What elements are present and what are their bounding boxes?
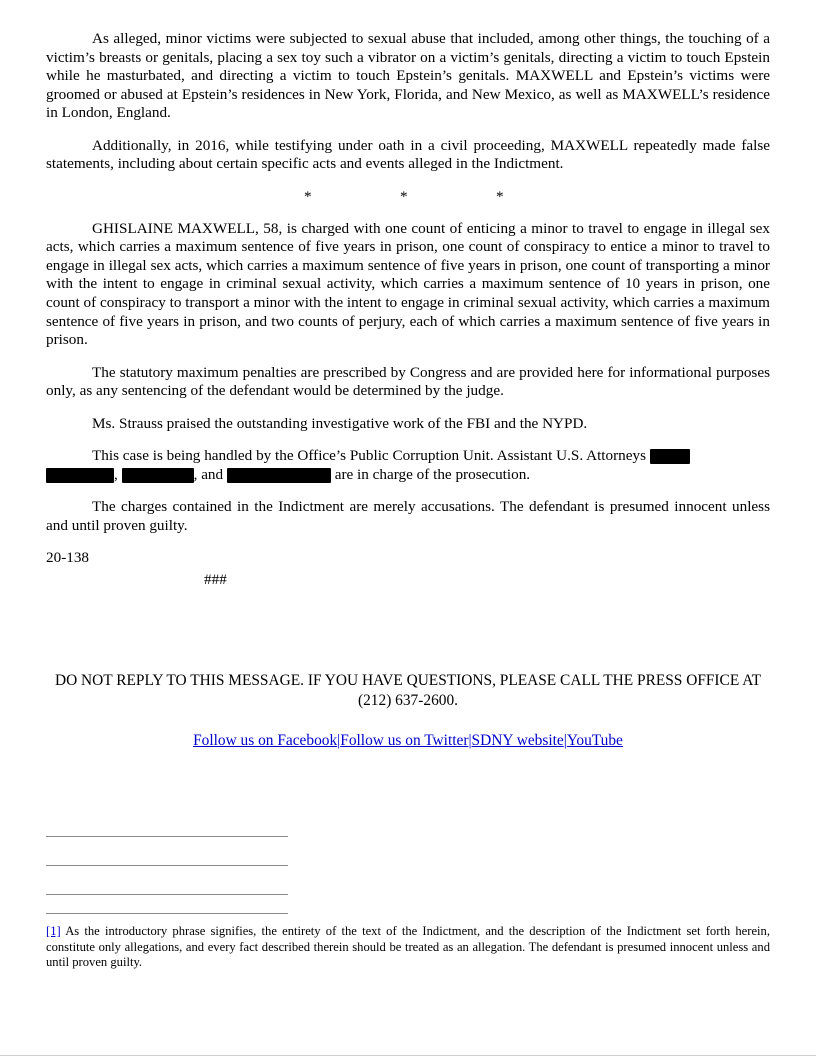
prosecution-tail: are in charge of the prosecution. [334,465,531,483]
prosecution-comma: , [114,465,118,483]
signature-rules [46,808,770,895]
redaction-block-1 [650,449,690,464]
paragraph-allegations: As alleged, minor victims were subjected to sexual abuse that included, among other things, the touching of a victim’s breasts or genitals, placing a sex toy such a vibrator on a victim’s genitals, directing a victim to touch Epstein while he masturbated, and directing a victim to touch Epstein’s genitals. MAXWELL and Epstein’s victims were groomed or abused at Epstein’s residences in New York, Florida, and New Mexico, as well as MAXWELL’s residence in London, England. [46,30,770,122]
star-2: * [400,187,408,205]
paragraph-prosecution [46,447,770,484]
rule-line-1 [46,808,288,837]
link-twitter[interactable]: Follow us on Twitter [340,731,469,749]
link-facebook[interactable]: Follow us on Facebook [193,731,338,749]
redaction-block-4 [227,468,331,483]
prosecution-and: , and [193,465,224,483]
link-youtube[interactable]: YouTube [566,731,623,749]
paragraph-charges: GHISLAINE MAXWELL, 58, is charged with one count of enticing a minor to travel to engage in illegal sex acts, which carries a maximum sentence of five years in prison, one count of conspiracy to entice a minor to travel to engage in illegal sex acts, which carries a maximum sentence of five years in prison, one count of transporting a minor with the intent to engage in criminal sexual activity, which carries a maximum sentence of 10 years in prison, one count of conspiracy to transport a minor with the intent to engage in criminal sexual activity, which carries a maximum sentence of five years in prison, and two counts of perjury, each of which carries a maximum sentence of five years in prison. [46,219,770,349]
footnote-marker[interactable]: [1] [46,923,61,938]
star-separator [46,188,770,206]
footnote-separator [46,913,288,914]
footnote-text: As the introductory phrase signifies, the entirety of the text of the Indictment, and the description of the Indictment set forth herein, constitute only allegations, and every fact described therein should be treated as an allegation. The defendant is presumed innocent unless and until proven guilty. [46,923,770,970]
star-3: * [496,187,504,205]
link-separator-2: | [468,731,472,749]
redaction-block-3 [122,468,194,483]
end-marker: ### [204,571,227,589]
page-bottom-border [0,1041,816,1056]
press-office-notice: DO NOT REPLY TO THIS MESSAGE. IF YOU HAVE QUESTIONS, PLEASE CALL THE PRESS OFFICE AT (212) 637-2600. [54,672,762,709]
paragraph-praise: Ms. Strauss praised the outstanding investigative work of the FBI and the NYPD. [92,414,588,432]
document-number: 20-138 [46,549,90,567]
redaction-block-2 [46,468,114,483]
link-separator-3: | [563,731,567,749]
link-sdny-website[interactable]: SDNY website [471,731,564,749]
paragraph-presumption: The charges contained in the Indictment are merely accusations. The defendant is presumed innocent unless and until proven guilty. [46,498,770,534]
footnote [46,924,770,971]
prosecution-lead: This case is being handled by the Office’s Public Corruption Unit. Assistant U.S. Attorneys [92,447,647,465]
link-separator-1: | [337,731,341,749]
social-links [46,732,770,750]
rule-line-2 [46,837,288,866]
star-1: * [304,187,312,205]
paragraph-penalties: The statutory maximum penalties are prescribed by Congress and are provided here for informational purposes only, as any sentencing of the defendant would be determined by the judge. [46,363,770,400]
paragraph-false-statements: Additionally, in 2016, while testifying under oath in a civil proceeding, MAXWELL repeatedly made false statements, including about certain specific acts and events alleged in the Indictment. [46,136,770,173]
rule-line-3 [46,866,288,895]
